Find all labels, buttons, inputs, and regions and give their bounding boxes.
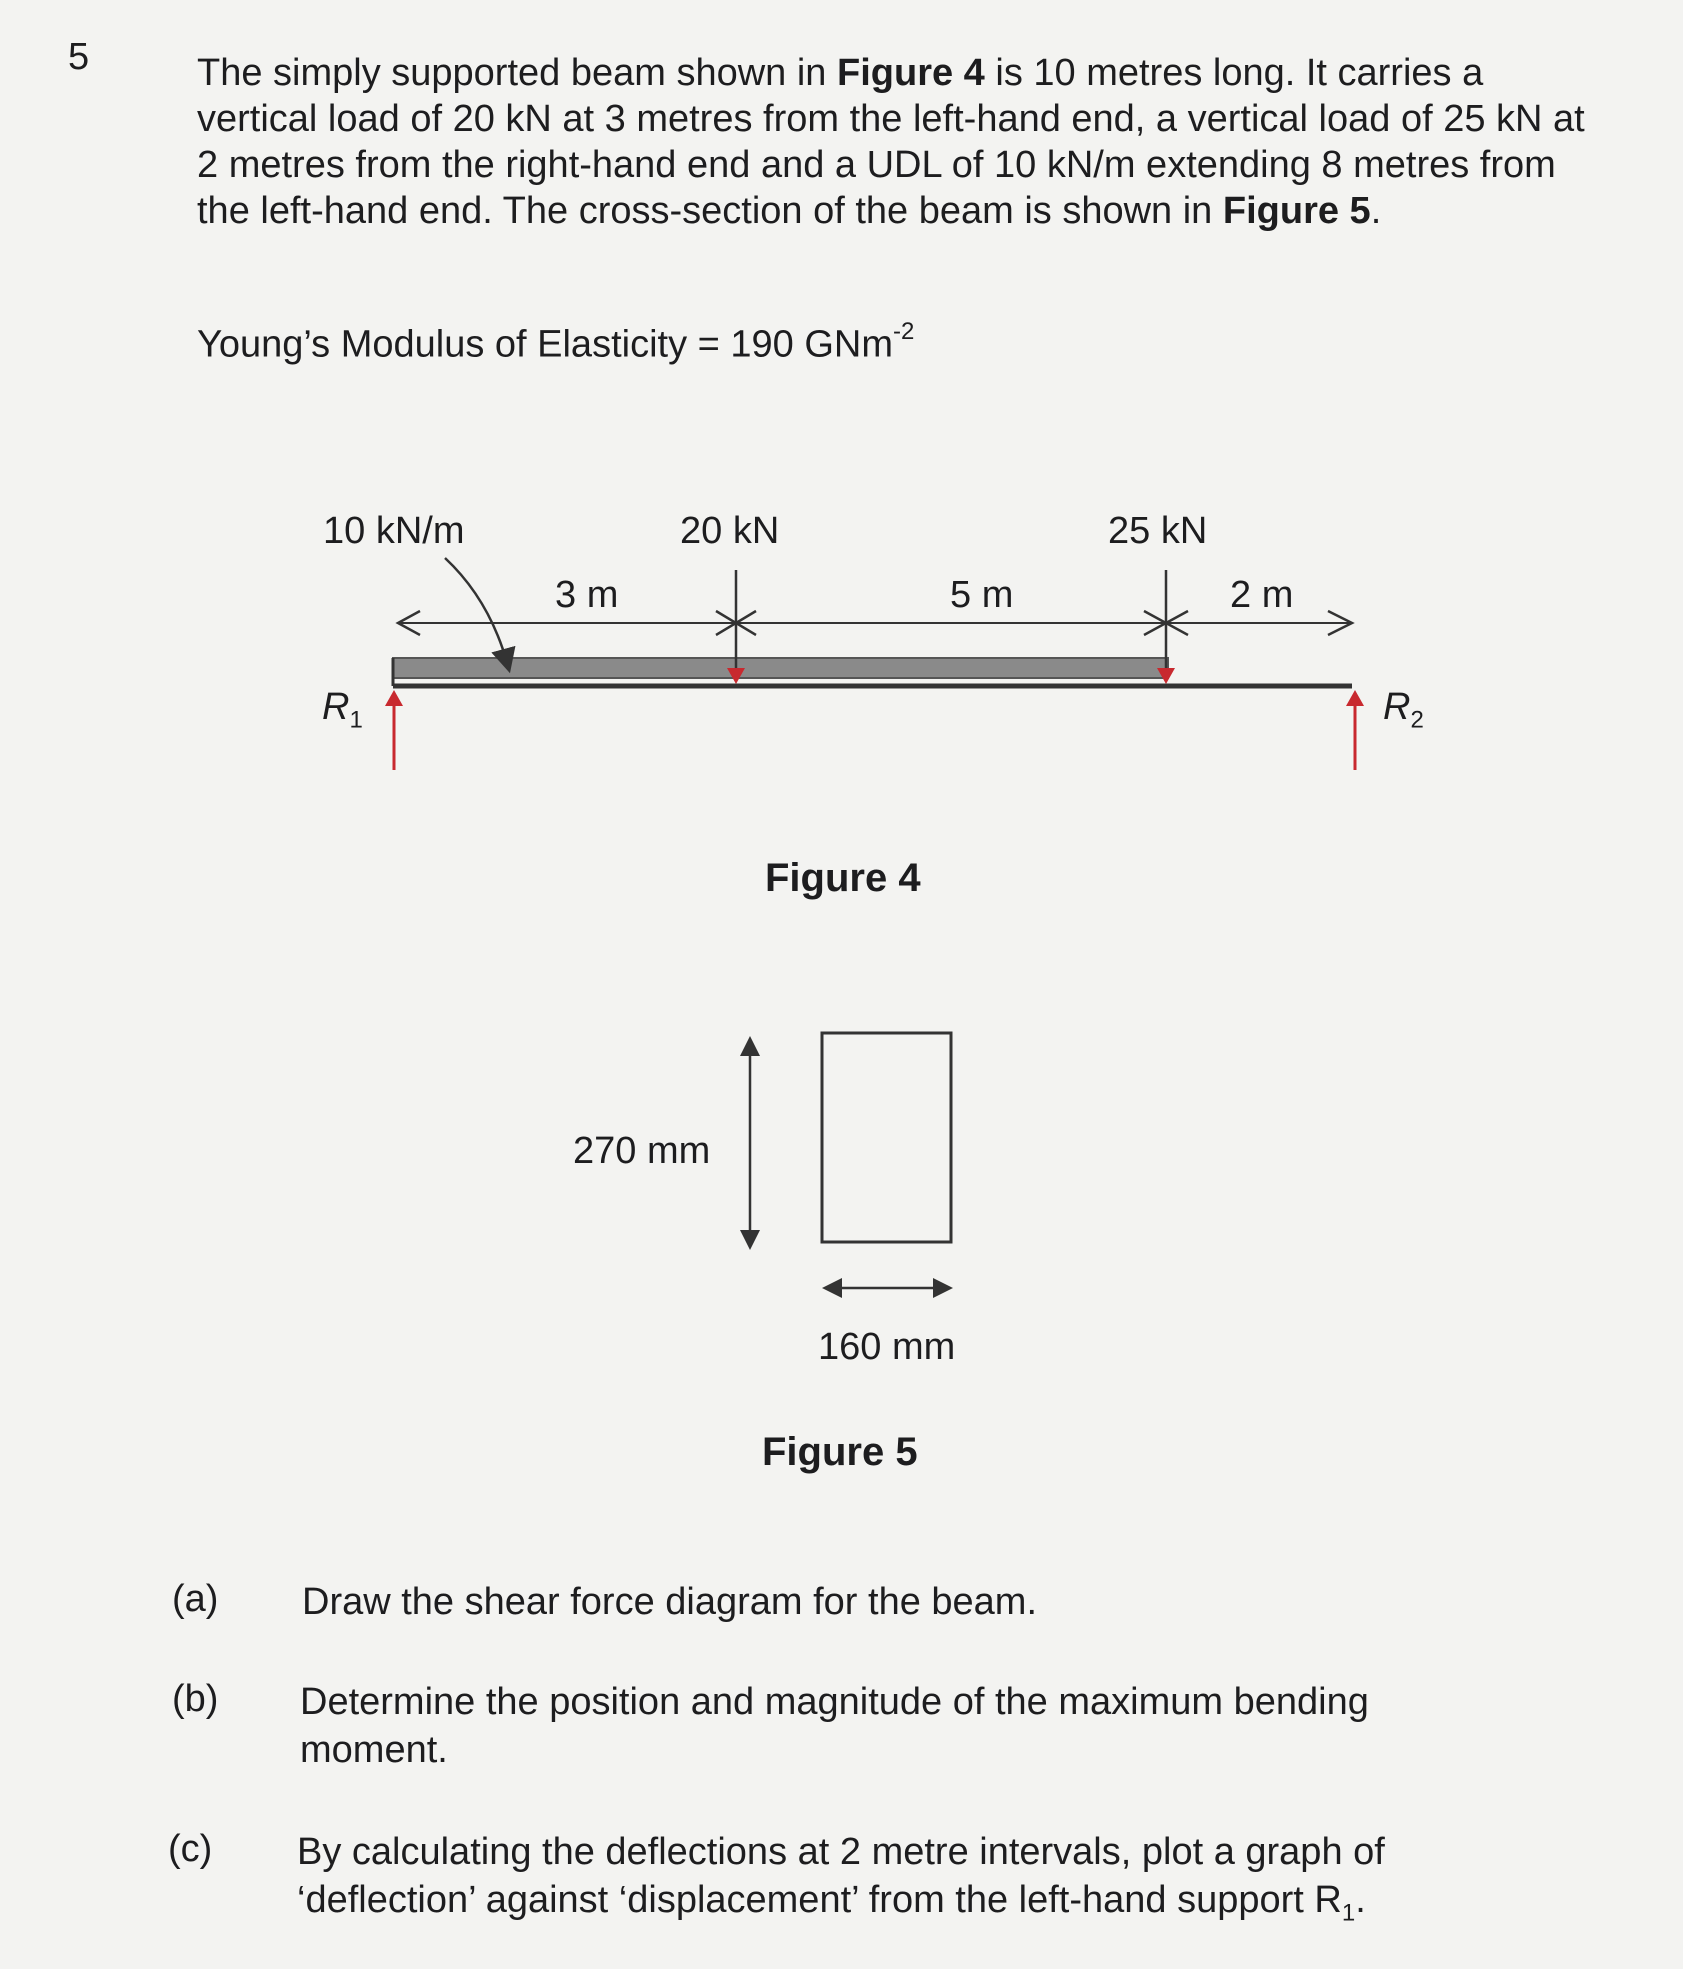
width-dimension-left-arrowhead <box>822 1278 842 1298</box>
question-c-letter: (c) <box>168 1828 213 1870</box>
udl-pointer-arrow <box>445 558 508 666</box>
udl-label: 10 kN/m <box>323 510 465 552</box>
dimension-3m-label: 3 m <box>555 574 619 616</box>
figure-5-caption: Figure 5 <box>762 1430 918 1474</box>
figure-5-cross-section <box>0 1000 1683 1474</box>
cross-section-rectangle <box>822 1033 951 1242</box>
reaction-r2-letter: R <box>1383 686 1411 728</box>
intro-text-2: is 10 metres long. It carries a vertical load of 20 kN at 3 metres from the left-hand end, a vertical load of 25 kN at 2 metres from the right-hand end and a UDL of 10 kN/m extending 8 metres from the left-hand end. The cross-section of the beam is shown in <box>197 52 1585 232</box>
youngs-modulus-text: Young’s Modulus of Elasticity = 190 GNm <box>197 323 893 366</box>
figure-4-beam-diagram <box>0 480 1683 900</box>
beam-udl-section <box>393 658 1168 678</box>
height-label: 270 mm <box>573 1130 711 1172</box>
question-c-subscript: 1 <box>1341 1899 1356 1927</box>
intro-text-3: . <box>1370 190 1382 232</box>
figure-5-reference: Figure 5 <box>1222 190 1371 232</box>
question-a-letter: (a) <box>172 1578 219 1620</box>
question-intro <box>197 50 1607 234</box>
width-label: 160 mm <box>818 1326 956 1368</box>
dimension-5m-label: 5 m <box>950 574 1014 616</box>
youngs-modulus-exponent: -2 <box>893 318 915 345</box>
question-c-body: By calculating the deflections at 2 metre intervals, plot a graph of ‘deflection’ against ‘displacement’ from the left-hand support R <box>297 1831 1385 1921</box>
question-number: 5 <box>68 36 90 78</box>
question-a-text: Draw the shear force diagram for the beam. <box>302 1581 1038 1623</box>
reaction-r2-label <box>1383 686 1424 735</box>
load-20kn-label: 20 kN <box>680 510 780 552</box>
question-c-text <box>297 1828 1547 1938</box>
question-b-letter: (b) <box>172 1678 219 1720</box>
reaction-r2-subscript: 2 <box>1410 706 1424 734</box>
question-c-end: . <box>1355 1879 1366 1921</box>
height-dimension-top-arrowhead <box>740 1036 760 1056</box>
intro-text-1: The simply supported beam shown in <box>197 52 837 94</box>
figure-4-reference: Figure 4 <box>837 52 985 94</box>
width-dimension-right-arrowhead <box>933 1278 953 1298</box>
beam-diagram-svg <box>0 480 1683 900</box>
reaction-r1-letter: R <box>322 686 350 728</box>
load-25kn-label: 25 kN <box>1108 510 1208 552</box>
question-b-text: Determine the position and magnitude of the maximum bending moment. <box>300 1681 1369 1771</box>
reaction-r1-label <box>322 686 363 735</box>
youngs-modulus <box>197 318 915 367</box>
reaction-r1-arrowhead <box>385 690 403 706</box>
reaction-r1-subscript: 1 <box>349 706 363 734</box>
dimension-2m-label: 2 m <box>1230 574 1294 616</box>
reaction-r2-arrowhead <box>1346 690 1364 706</box>
figure-4-caption: Figure 4 <box>765 856 921 900</box>
height-dimension-bottom-arrowhead <box>740 1230 760 1250</box>
